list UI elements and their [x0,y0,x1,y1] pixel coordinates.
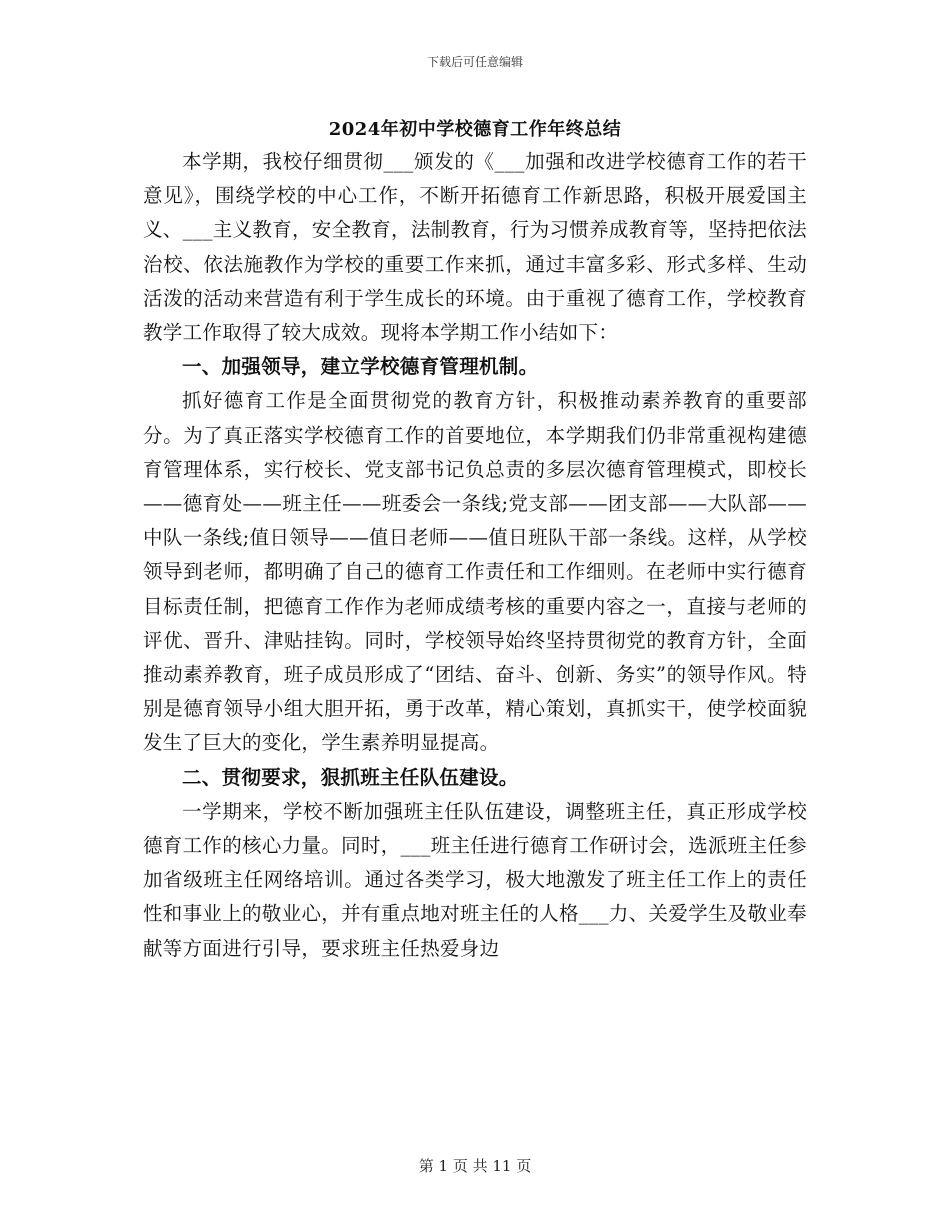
page-number-footer: 第 1 页 共 11 页 [418,1157,532,1175]
section-2-paragraph: 一学期来，学校不断加强班主任队伍建设，调整班主任，真正形成学校德育工作的核心力量。同时，___班主任进行德育工作研讨会，选派班主任参加省级班主任网络培训。通过各类学习，极大地激发了班主任工作上的责任性和事业上的敬业心，并有重点地对班主任的人格___力、关爱学生及敬业奉献等方面进行引导，要求班主任热爱身边 [143,799,807,960]
document-body [143,145,807,966]
document-title: 2024年初中学校德育工作年终总结 [328,119,622,140]
section-heading-2: 二、贯彻要求，狠抓班主任队伍建设。 [182,765,519,789]
section-heading-1: 一、加强领导，建立学校德育管理机制。 [182,355,539,379]
header-note: 下载后可任意编辑 [426,55,523,69]
intro-paragraph: 本学期，我校仔细贯彻___颁发的《___加强和改进学校德育工作的若干意见》，围绕学校的中心工作，不断开拓德育工作新思路，积极开展爱国主义、___主义教育，安全教育，法制教育，行为习惯养成教育等，坚持把依法治校、依法施教作为学校的重要工作来抓，通过丰富多彩、形式多样、生动活泼的活动来营造有利于学生成长的环境。由于重视了德育工作，学校教育教学工作取得了较大成效。现将本学期工作小结如下： [143,150,807,345]
section-1-paragraph: 抓好德育工作是全面贯彻党的教育方针，积极推动素养教育的重要部分。为了真正落实学校德育工作的首要地位，本学期我们仍非常重视构建德育管理体系，实行校长、党支部书记负总责的多层次德育管理模式，即校长——德育处——班主任——班委会一条线;党支部——团支部——大队部——中队一条线;值日领导——值日老师——值日班队干部一条线。这样，从学校领导到老师，都明确了自己的德育工作责任和工作细则。在老师中实行德育目标责任制，把德育工作作为老师成绩考核的重要内容之一，直接与老师的评优、晋升、津贴挂钩。同时，学校领导始终坚持贯彻党的教育方针，全面推动素养教育，班子成员形成了“团结、奋斗、创新、务实”的领导作风。特别是德育领导小组大胆开拓，勇于改革，精心策划，真抓实干，使学校面貌发生了巨大的变化，学生素养明显提高。 [143,389,807,755]
